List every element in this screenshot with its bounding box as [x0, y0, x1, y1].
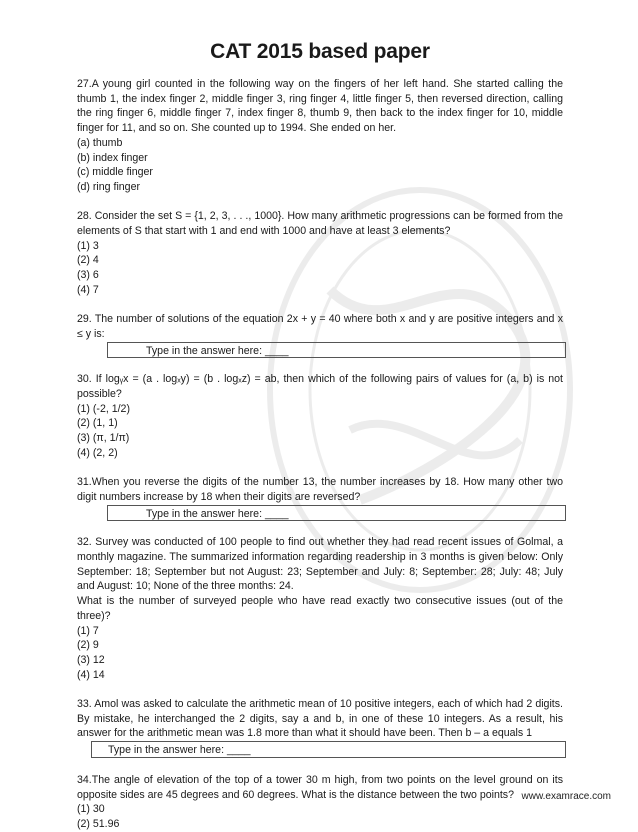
- option: (3) (π, 1/π): [77, 432, 130, 445]
- answer-input-box[interactable]: Type in the answer here: ____: [107, 342, 566, 358]
- question-34: [77, 773, 563, 832]
- option: (4) (2, 2): [77, 446, 118, 459]
- question-27: [77, 77, 563, 195]
- option: (2) 51.96: [77, 817, 120, 830]
- question-stem: 28. Consider the set S = {1, 2, 3, . . ., 1000}. How many arithmetic progressions can be formed from the elements of S that start with 1 and end with 1000 and have at least 3 elements?: [77, 210, 563, 238]
- option: (2) (1, 1): [77, 417, 118, 430]
- option: (b) index finger: [77, 151, 148, 164]
- option: (4) 7: [77, 283, 99, 296]
- option: (a) thumb: [77, 136, 123, 149]
- document-page: [77, 38, 563, 832]
- question-stem: 29. The number of solutions of the equation 2x + y = 40 where both x and y are positive integers and x ≤ y is:: [77, 313, 563, 340]
- question-31: [77, 475, 563, 520]
- option: (3) 12: [77, 653, 105, 666]
- page-title: CAT 2015 based paper: [210, 40, 430, 63]
- option: (4) 14: [77, 668, 105, 681]
- option: (1) (-2, 1/2): [77, 402, 130, 415]
- option: (3) 6: [77, 269, 99, 282]
- question-stem-continued: What is the number of surveyed people who have read exactly two consecutive issues (out of the three)?: [77, 595, 563, 622]
- question-stem: 30. If logᵧx = (a . logₓy) = (b . logₓz) = ab, then which of the following pairs of values for (a, b) is not possible?: [77, 373, 563, 401]
- question-stem: 33. Amol was asked to calculate the arithmetic mean of 10 positive integers, each of which had 2 digits. By mistake, he interchanged the 2 digits, say a and b, in one of these 10 integers. As a result, his answer for the arithmetic mean was 1.8 more than what it should have been. Then b – a equals 1: [77, 698, 563, 740]
- question-stem: 34.The angle of elevation of the top of a tower 30 m high, from two points on the level ground on its opposite sides are 45 degrees and 60 degrees. What is the distance between the two points?: [77, 773, 563, 801]
- question-stem: 27.A young girl counted in the following way on the fingers of her left hand. She started calling the thumb 1, the index finger 2, middle finger 3, ring finger 4, little finger 5, then reversed direction, calling the ring finger 6, middle finger 7, index finger 8, thumb 9, then back to the index finger for 10, middle finger for 11, and so on. She counted up to 1994. She ended on her.: [77, 78, 563, 135]
- question-28: [77, 209, 563, 297]
- answer-input-box[interactable]: Type in the answer here: ____: [91, 741, 566, 758]
- option: (2) 9: [77, 639, 99, 652]
- question-30: [77, 372, 563, 460]
- question-stem: 31.When you reverse the digits of the number 13, the number increases by 18. How many other two digit numbers increase by 18 when their digits are reversed?: [77, 476, 563, 503]
- option: (c) middle finger: [77, 166, 153, 179]
- footer-website-link[interactable]: www.examrace.com: [521, 791, 611, 802]
- option: (2) 4: [77, 254, 99, 267]
- option: (d) ring finger: [77, 180, 140, 193]
- question-32: [77, 535, 563, 682]
- option: (1) 7: [77, 624, 99, 637]
- question-29: [77, 312, 563, 357]
- answer-input-box[interactable]: Type in the answer here: ____: [107, 505, 566, 521]
- option: (1) 3: [77, 239, 99, 252]
- question-33: [77, 697, 563, 758]
- question-stem: 32. Survey was conducted of 100 people to find out whether they had read recent issues of Golmal, a monthly magazine. The summarized information regarding readership in 3 months is given below: Only September: 18; September but not August: 23; September and July: 8; September: 28; July: 48; July and August: 10; None of the three months: 24.: [77, 536, 563, 593]
- option: (1) 30: [77, 803, 105, 816]
